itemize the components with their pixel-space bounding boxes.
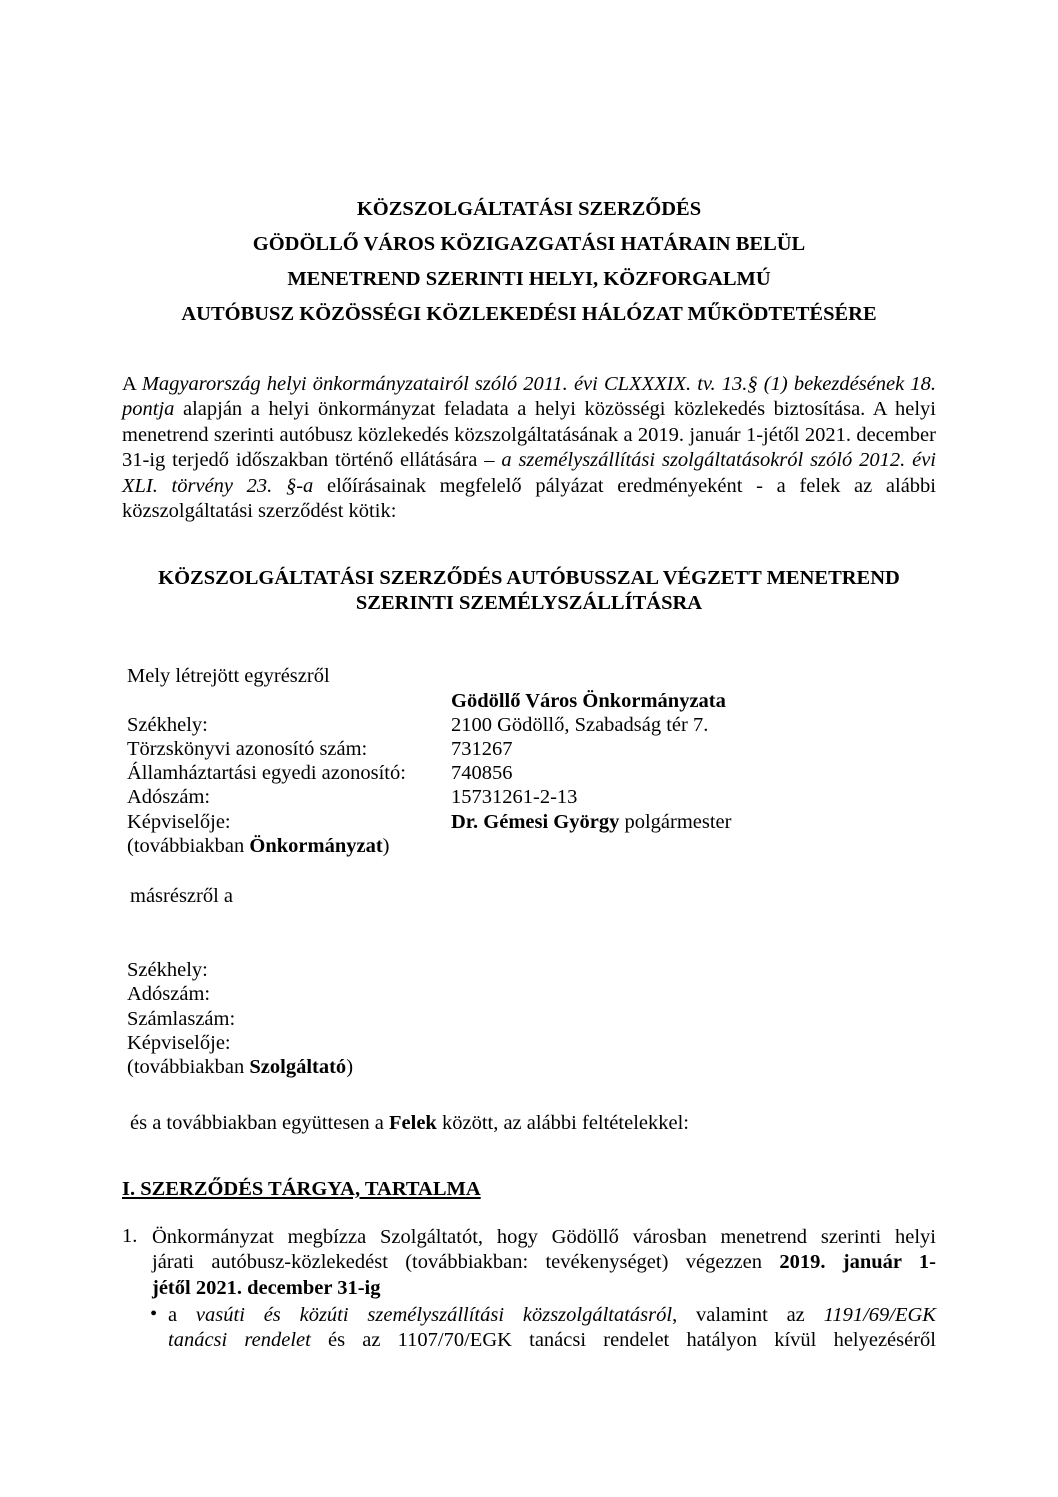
bullet-1-line-1 — [168, 1303, 936, 1328]
together-parties-term: Felek — [389, 1112, 437, 1134]
item-1-start-date: 2019. január 1- — [779, 1251, 937, 1274]
bullet-1-line-2 — [168, 1328, 936, 1353]
bullet-icon: • — [150, 1303, 158, 1325]
party1-value-seat: 2100 Gödöllő, Szabadság tér 7. — [451, 714, 709, 736]
party2-label-tax-id: Adószám: — [127, 983, 211, 1005]
item-1-end-date: jétől 2021. december 31-ig — [152, 1276, 381, 1299]
item-number: 1. — [122, 1225, 138, 1247]
party2-label-account: Számlaszám: — [127, 1008, 236, 1030]
section-1-heading: I. SZERZŐDÉS TÁRGYA, TARTALMA — [122, 1178, 481, 1200]
parties-together-line — [130, 1111, 689, 1135]
bullet-1-law-title: vasúti és közúti személyszállítási közszolgáltatásról — [195, 1304, 673, 1326]
title-line-2: GÖDÖLLŐ VÁROS KÖZIGAZGATÁSI HATÁRAIN BELÜL — [252, 233, 806, 255]
item-1-line-2-text: járati autóbusz-közlekedést (továbbiakban: tevékenységet) végezzen — [152, 1251, 780, 1274]
intro-text-b: alapján a helyi önkormányzat feladata a helyi közösségi közlekedés biztosítása. A helyi menetrend szerinti autóbusz közlekedés közszolgáltatásának a 2019. január 1-jétől 2021. december 31-ig terjedő időszakban történő ellátására – — [122, 398, 936, 472]
party2-alias-suffix: ) — [346, 1056, 354, 1078]
party1-alias-suffix: ) — [382, 835, 390, 857]
intro-text-a: A — [122, 373, 142, 395]
bullet-1-text-a: a — [168, 1304, 196, 1326]
intro-text-c: előírásainak megfelelő pályázat eredményeként - a felek az alábbi közszolgáltatási szerződést kötik: — [122, 474, 937, 523]
item-1-body — [152, 1225, 936, 1301]
party1-label-treasury-id: Államháztartási egyedi azonosító: — [127, 762, 406, 784]
bullet-1-body — [168, 1303, 936, 1354]
bullet-1-regulation-number: 1191/69/EGK — [823, 1304, 936, 1326]
party1-alias-prefix: (továbbiakban — [127, 835, 250, 857]
subtitle-line-1: KÖZSZOLGÁLTATÁSI SZERZŐDÉS AUTÓBUSSZAL VÉGZETT MENETREND — [158, 567, 900, 589]
item-1-line-3 — [152, 1276, 936, 1301]
party1-intro: Mely létrejött egyrészről — [127, 665, 330, 687]
party2-label-representative: Képviselője: — [127, 1032, 231, 1054]
party2-alias-prefix: (továbbiakban — [127, 1056, 250, 1078]
party1-alias — [127, 834, 389, 858]
item-1-line-2 — [152, 1250, 936, 1275]
party1-rep-name: Dr. Gémesi György — [451, 811, 620, 833]
party1-label-representative: Képviselője: — [127, 811, 231, 833]
party1-label-registry-id: Törzskönyvi azonosító szám: — [127, 738, 368, 760]
title-line-4: AUTÓBUSZ KÖZÖSSÉGI KÖZLEKEDÉSI HÁLÓZAT MŰKÖDTETÉSÉRE — [181, 303, 877, 325]
party1-name: Gödöllő Város Önkormányzata — [451, 690, 726, 712]
bullet-1-regulation-type: tanácsi rendelet — [168, 1329, 311, 1352]
party1-value-representative — [451, 810, 731, 834]
party2-alias — [127, 1055, 353, 1079]
intro-law-reference-2: a személyszállítási szolgáltatásokról szóló 2012. évi XLI. törvény 23. §-a — [122, 449, 936, 497]
party1-value-registry-id: 731267 — [451, 738, 513, 760]
party1-value-tax-id: 15731261-2-13 — [451, 786, 578, 808]
title-line-3: MENETREND SZERINTI HELYI, KÖZFORGALMÚ — [287, 268, 771, 290]
intro-law-reference-1: Magyarország helyi önkormányzatairól szóló 2011. évi CLXXXIX. tv. 13.§ (1) bekezdésének 18. pontja — [122, 373, 936, 421]
party2-intro: másrészről a — [130, 885, 234, 907]
party1-value-treasury-id: 740856 — [451, 762, 513, 784]
party1-label-tax-id: Adószám: — [127, 786, 211, 808]
together-prefix: és a továbbiakban együttesen a — [130, 1112, 390, 1134]
party1-rep-title: polgármester — [619, 811, 732, 833]
bullet-1-text-b: , valamint az — [672, 1304, 824, 1326]
together-suffix: között, az alábbi feltételekkel: — [436, 1112, 689, 1134]
item-1-line-1: Önkormányzat megbízza Szolgáltatót, hogy Gödöllő városban menetrend szerinti helyi — [152, 1226, 936, 1248]
party2-label-seat: Székhely: — [127, 959, 208, 981]
party1-alias-name: Önkormányzat — [249, 835, 383, 857]
subtitle-line-2: SZERINTI SZEMÉLYSZÁLLÍTÁSRA — [355, 592, 703, 614]
bullet-1-text-c: és az 1107/70/EGK tanácsi rendelet hatályon kívül helyezéséről — [310, 1329, 937, 1352]
party1-label-seat: Székhely: — [127, 714, 208, 736]
party2-alias-name: Szolgáltató — [249, 1056, 347, 1078]
intro-paragraph — [122, 372, 936, 524]
title-line-1: KÖZSZOLGÁLTATÁSI SZERZŐDÉS — [356, 198, 702, 220]
